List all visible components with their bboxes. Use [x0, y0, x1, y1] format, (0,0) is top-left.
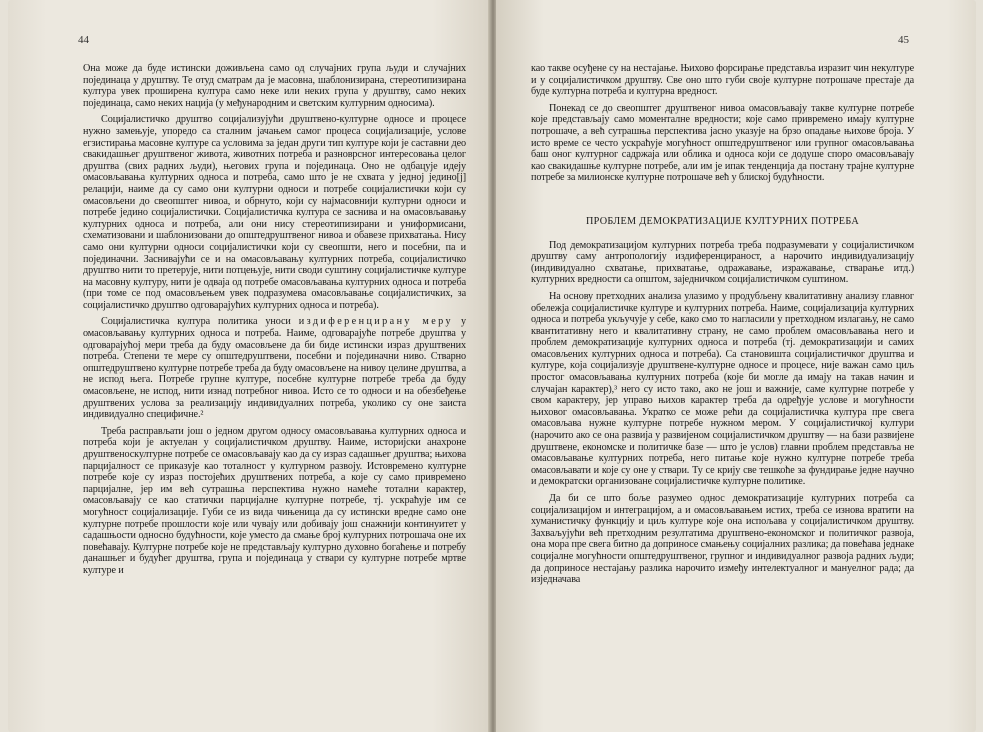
right-page-body [531, 63, 914, 591]
right-page [496, 0, 976, 732]
paragraph: Социјалистичко друштво социјализујући друштвено-културне односе и процесе нужно замењује, упоредо са сталним јачањем самог процеса социјализације, услове егзистирања масовне културе са условима за један други тип културе који је саставни део свакидашњег друштвеног живота, животних потреба и разноврсног интересовања целог друштва (свих радних људи), његових група и појединаца. Оно не одбацује идеју омасовљавања културних односа и потреба, само што је не схвата у једној једино[ј] релацији, наиме да су само они културни односи и потребе социјалистички који су омасовљени до свеопштег нивоа, и обрнуто, који су најмасовнији културни односи и потребе једино социјалистички. Социјалистичка култура се заснива и на омасовљавању културних односа и потреба, али они нису стереотипизирани и униформисани, схематизовани и шаблонизовани до општедруштвеног нивоа и обавезе прихватања. Нису само они културни односи социјалистички који су свеопшти, него и посебни, па и појединачни. Заснивајући се и на омасовљавању културних потреба, социјалистичко друштво нити то претерује, нити потцењује, нити своди суштину социјалистичке културе на масовну културу, нити је одваја од потребе омасовљавања културних односа и потреба (при томе се под омасовљењем увек подразумева омасовљавање социјалистичких, за социјалистичко друштво одговарајућих културних односа и потреба). [83, 114, 466, 311]
paragraph [83, 316, 466, 420]
page-number-left: 44 [78, 34, 89, 46]
paragraph: Да би се што боље разумео однос демократизације културних потреба са социјализацијом и интеграцијом, а и омасовљавањем истих, треба се изнова вратити на хуманистичку функцију и циљ културе које она испољава у социјалистичком друштву. Захваљујући већ претходним резултатима друштвено-економског и политичког развоја, она мора пре свега битно да доприносе смањењу социјалних разлика; да повећава једнаке социјалне могућности општедруштвеног, групног и индивидуалног развоја радних људи; да доприносе нестајању разлика нарочито између интелектуалног и мануелног рада; да изједначава [531, 493, 914, 586]
paragraph: Под демократизацијом културних потреба треба подразумевати у социјалистичком друштву саму антропологију издиференцираност, а нарочито индивидуализацију (индивидуално схватање, прихватање, одражавање, изражавање, стварање итд.) културних вредности са општом, заједничком социјалистичком суштином. [531, 239, 914, 286]
page-number-right: 45 [898, 34, 909, 46]
paragraph: Треба расправљати још о једном другом односу омасовљавања културних односа и потреба који је актуелан у социјалистичком друштву. Наиме, историјски анахроне друштвеноскултурне потребе се омасовљавају као да су израз садашњег друштва; њихова парцијалност се приказује као тоталност у културном развоју. Истовремено културне потребе које су израз постојећих друштвених потреба, а које су само привремено парцијалне, јер им већ сутрашња перспектива нужно намеће тотални карактер, омасовљавају се као статички парцијалне културне потребе, тј. ускраћује им се могућност социјализације. Губи се из вида чињеница да су истински вредне само оне културне потребе прошлости које или чувају или добивају још снажнији континуитет у садашњости односно будућности, које уместо да смање број културних потрошача оне их повећавају. Културне потребе које не представљају културно духовно богаћење и потребу данашњег и будућег друштва, група и појединаца у ствари су културне потребе мртве културе и [83, 425, 466, 576]
paragraph-text: у омасовљавању културних односа и потреба. Наиме, одговарајуће потребе друштва у одговарајућој мери треба да буду омасовљене да би биде истински израз друштвених потреба. Степени те мере су општедруштвени, посебни и појединачни ниво. Стварно општедруштвено културне потребе треба да буду омасовљене на нивоу целине друштва, а не испод њега. Потребе групне културе, посебне културне потребе треба да буду омасовљене, не испод, нити изнад потребног нивоа. Исто се то односи и на обезбеђење друштвених услова за реализацију индивидуалних потреба, уколико су оне заиста индивидуално специфичне.² [83, 316, 466, 421]
paragraph: као такве осуђене су на нестајање. Њихово форсирање представља изразит чин некултуре и у социјалистичком друштву. Све оно што губи своје културне потрошаче престаје да буде културна потреба и културна вредност. [531, 63, 914, 98]
paragraph: На основу претходних анализа улазимо у продубљену квалитативну анализу главног обележја социјалистичке културе и културних потреба. Наиме, социјализација културних односа и потреба укључује у себе, како смо то нагласили у претходном излагању, не само квантитативну него и квалитативну страну, не само проблем омасовљавања него и проблем демократизације културних односа и потреба (тј. демократизацији и самих омасовљених културних односа и потреба). Са становишта социјалистичког друштва и културе, кoја социјализује друштвене-културне односе и процесе, није важан само циљ простог омасовљавања културних потреба (које би могле да имају на такав начин и случајан карактер),³ него су исто тако, ако не још и важније, саме културне потребе у свом карактеру, јер управо њихов карактер треба да одређује услове и могућности њиховог омасовљавања. Укратко се може рећи да социјалистичка култура пре свега омасовљава нужне културне потребе нужном мером. У социјалистичкој култури (нарочито ако се она развија у развијеном социјалистичком друштву — на бази развијене друштвене, економске и политичке базе — што је услов) главни проблем представља не омасовљавање културних потреба, него питање које нужно културне потребе треба омасовљавати и које су оне у ствари. Ту се крију све тешкоће за фундирање једне научно и демократски организоване социјалистичке културне политике. [531, 290, 914, 488]
paragraph: Понекад се до свеопштег друштвеног нивоа омасовљавају такве културне потребе које представљају само моменталне вредности; које само привремено имају културне потрошаче, а већ сутрашња перспектива јасно указује на брзо опадање њихове броја. У исто време се често ускраћује могућност општедруштвеног или групног омасовљавања баш оног културног садржаја или облика и односа који се додуше споро омасовљавају као свакидашње културне потребе, али им је ипак тенденција да постану трајне културне потребе за милионске културне потрошаче већ у блиској будућности. [531, 102, 914, 184]
paragraph: Она може да буде истински доживљена само од случајних група људи и случајних појединаца у друштву. Те отуд сматрам да је масовна, шаблонизирана, стереотипизирана култура увек проширена култура само неке или неких група у друштву, само неких појединаца, само неких нација (у међународним и светским културним односима). [83, 63, 466, 109]
left-page-body [83, 63, 466, 582]
paragraph-text: Социјалистичка култура политика уноси [101, 316, 299, 328]
section-heading: ПРОБЛЕМ ДЕМОКРАТИЗАЦИЈЕ КУЛТУРНИХ ПОТРЕБА [585, 215, 859, 227]
spaced-emphasis: издиференцирану меру [298, 316, 454, 328]
left-page [8, 0, 490, 732]
